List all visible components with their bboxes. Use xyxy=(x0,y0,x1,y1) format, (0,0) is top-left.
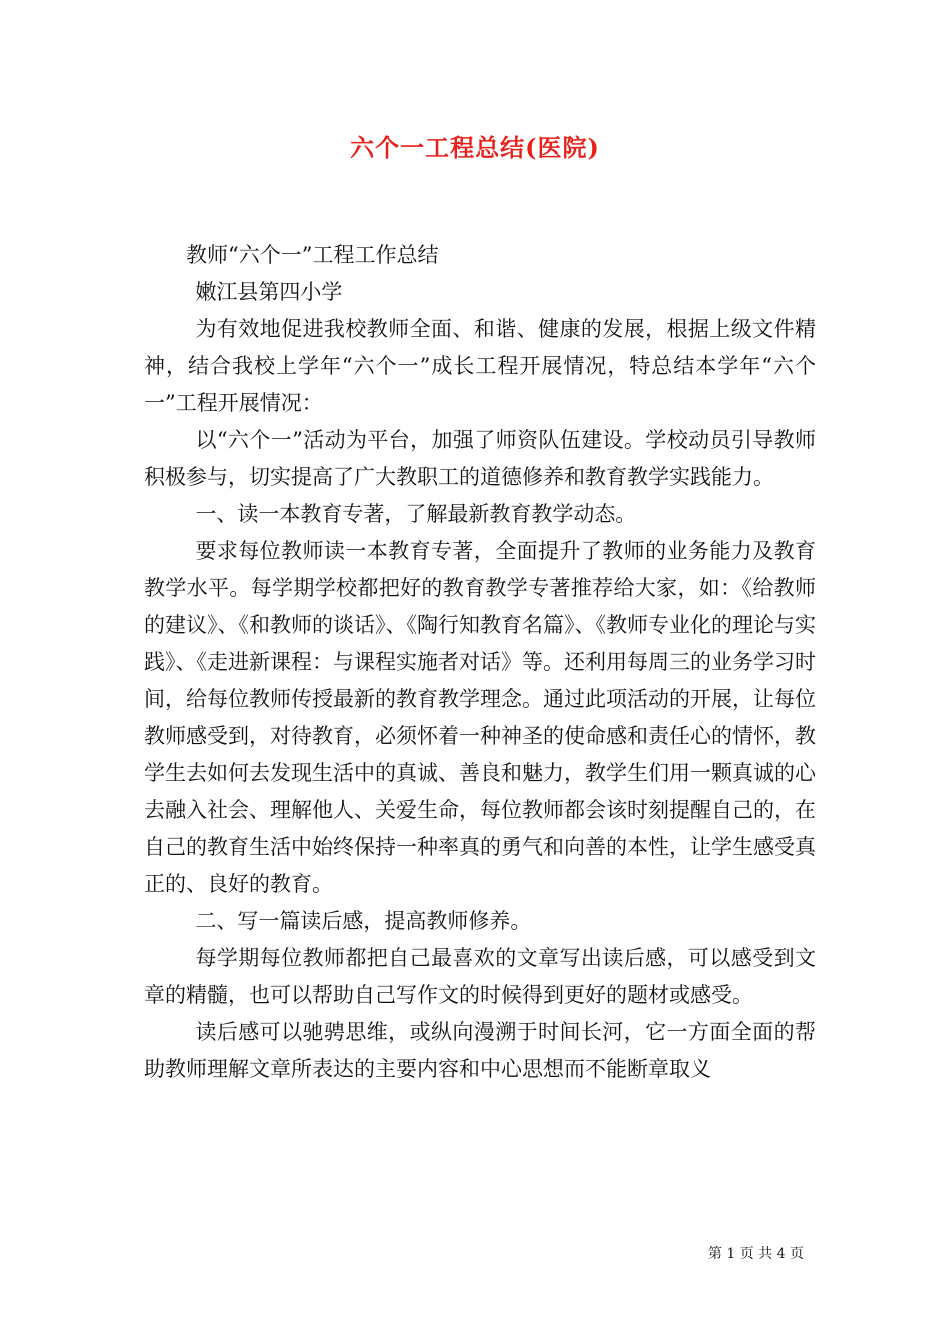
paragraph-platform: 以“六个一”活动为平台，加强了师资队伍建设。学校动员引导教师积极参与，切实提高了广大教职工的道德修养和教育教学实践能力。 xyxy=(144,428,816,489)
document-body xyxy=(144,237,816,1088)
paragraph-subtitle: 教师“六个一”工程工作总结 xyxy=(186,243,439,267)
paragraph-section-2: 每学期每位教师都把自己最喜欢的文章写出读后感，可以感受到文章的精髓，也可以帮助自己写作文的时候得到更好的题材或感受。 xyxy=(144,946,816,1007)
section-heading-1: 一、读一本教育专著，了解最新教育教学动态。 xyxy=(195,502,637,526)
document-title: 六个一工程总结(医院) xyxy=(350,133,600,162)
paragraph-reflection: 读后感可以驰骋思维，或纵向漫溯于时间长河，它一方面全面的帮助教师理解文章所表达的主要内容和中心思想而不能断章取义 xyxy=(144,1020,816,1081)
paragraph-intro: 为有效地促进我校教师全面、和谐、健康的发展，根据上级文件精神，结合我校上学年“六个一”成长工程开展情况，特总结本学年“六个一”工程开展情况： xyxy=(144,317,816,415)
paragraph-section-1: 要求每位教师读一本教育专著，全面提升了教师的业务能力及教育教学水平。每学期学校都把好的教育教学专著推荐给大家，如：《给教师的建议》、《和教师的谈话》、《陶行知教育名篇》、《教师专业化的理论与实践》、《走进新课程：与课程实施者对话》等。还利用每周三的业务学习时间，给每位教师传授最新的教育教学理念。通过此项活动的开展，让每位教师感受到，对待教育，必须怀着一种神圣的使命感和责任心的情怀，教学生去如何去发现生活中的真诚、善良和魅力，教学生们用一颗真诚的心去融入社会、理解他人、关爱生命，每位教师都会该时刻提醒自己的，在自己的教育生活中始终保持一种率真的勇气和向善的本性，让学生感受真正的、良好的教育。 xyxy=(144,539,816,896)
page-number: 第 1 页 共 4 页 xyxy=(707,1246,804,1262)
paragraph-school: 嫩江县第四小学 xyxy=(195,280,343,304)
section-heading-2: 二、写一篇读后感，提高教师修养。 xyxy=(195,909,532,933)
